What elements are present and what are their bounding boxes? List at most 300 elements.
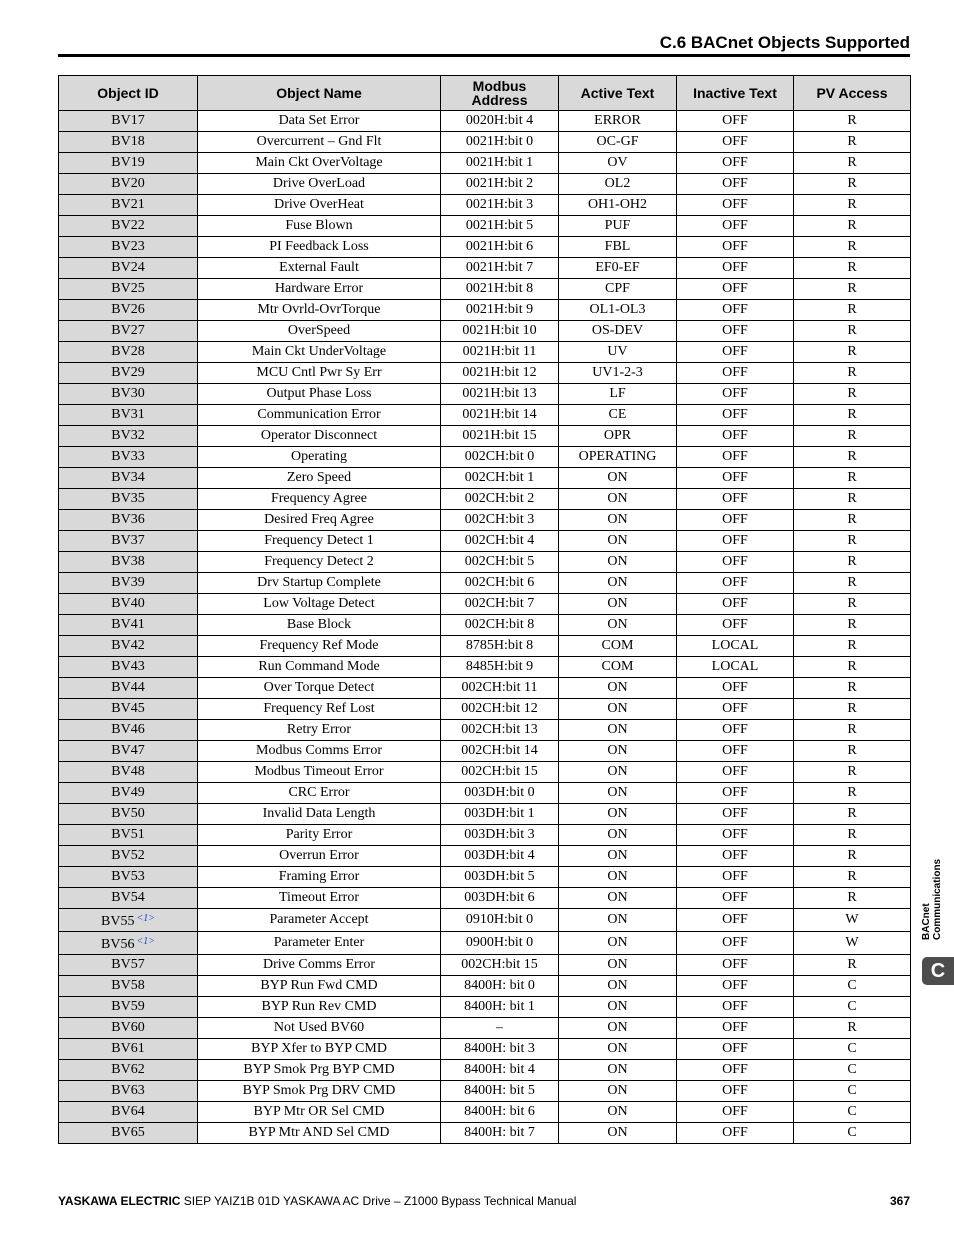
- cell-text: OFF: [722, 722, 748, 737]
- object-name-cell: [198, 741, 441, 762]
- active-text-cell: [559, 489, 677, 510]
- cell-text: 002CH:bit 14: [461, 743, 538, 758]
- object-id-cell: [59, 976, 198, 997]
- modbus-address-cell: [441, 997, 559, 1018]
- pv-access-cell: [794, 573, 911, 594]
- cell-text: BV46: [111, 722, 145, 737]
- cell-text: R: [847, 848, 857, 863]
- cell-text: R: [847, 827, 857, 842]
- table-row: [59, 846, 911, 867]
- object-id-cell: [59, 1081, 198, 1102]
- footnote-link[interactable]: <1>: [136, 912, 155, 924]
- section-title: C.6 BACnet Objects Supported: [659, 33, 910, 52]
- cell-text: ON: [607, 1104, 628, 1119]
- cell-text: C: [847, 978, 857, 993]
- pv-access-cell: [794, 846, 911, 867]
- cell-text: CE: [608, 407, 627, 422]
- inactive-text-cell: [677, 615, 794, 636]
- active-text-cell: [559, 195, 677, 216]
- inactive-text-cell: [677, 111, 794, 132]
- inactive-text-cell: [677, 237, 794, 258]
- pv-access-cell: [794, 888, 911, 909]
- object-id-cell: [59, 867, 198, 888]
- object-name-cell: [198, 342, 441, 363]
- modbus-address-cell: [441, 573, 559, 594]
- inactive-text-cell: [677, 1060, 794, 1081]
- object-name-cell: [198, 552, 441, 573]
- cell-text: BV39: [111, 575, 145, 590]
- cell-text: ON: [607, 869, 628, 884]
- cell-text: OFF: [722, 281, 748, 296]
- object-id-cell: [59, 426, 198, 447]
- cell-text: BV62: [111, 1062, 145, 1077]
- cell-text: OFF: [722, 1083, 748, 1098]
- cell-text: MCU Cntl Pwr Sy Err: [256, 365, 382, 380]
- active-text-cell: [559, 531, 677, 552]
- table-row: [59, 426, 911, 447]
- modbus-address-cell: [441, 405, 559, 426]
- pv-access-cell: [794, 741, 911, 762]
- modbus-address-cell: [441, 762, 559, 783]
- cell-text: R: [847, 869, 857, 884]
- object-name-cell: [198, 932, 441, 955]
- cell-text: R: [847, 575, 857, 590]
- cell-text: 002CH:bit 6: [464, 575, 535, 590]
- inactive-text-cell: [677, 1018, 794, 1039]
- pv-access-cell: [794, 1018, 911, 1039]
- cell-text: R: [847, 554, 857, 569]
- cell-text: OL2: [604, 176, 631, 191]
- object-name-cell: [198, 678, 441, 699]
- cell-text: BV63: [111, 1083, 145, 1098]
- cell-text: Output Phase Loss: [266, 386, 372, 401]
- pv-access-cell: [794, 615, 911, 636]
- object-name-cell: [198, 153, 441, 174]
- inactive-text-cell: [677, 510, 794, 531]
- cell-text: Main Ckt UnderVoltage: [251, 344, 387, 359]
- cell-text: 003DH:bit 6: [464, 890, 535, 905]
- cell-text: 003DH:bit 1: [464, 806, 535, 821]
- modbus-address-cell: [441, 321, 559, 342]
- cell-text: Main Ckt OverVoltage: [255, 155, 383, 170]
- object-name-cell: [198, 657, 441, 678]
- cell-text: EF0-EF: [595, 260, 640, 275]
- modbus-address-cell: [441, 699, 559, 720]
- modbus-address-cell: [441, 174, 559, 195]
- cell-text: R: [847, 957, 857, 972]
- cell-text: 0021H:bit 5: [465, 218, 534, 233]
- cell-text: 002CH:bit 3: [464, 512, 535, 527]
- cell-text: ON: [607, 701, 628, 716]
- pv-access-cell: [794, 699, 911, 720]
- cell-text: Drive OverLoad: [272, 176, 366, 191]
- cell-text: ON: [607, 785, 628, 800]
- cell-text: CPF: [605, 281, 630, 296]
- object-id-cell: [59, 321, 198, 342]
- cell-text: BV57: [111, 957, 145, 972]
- object-id-cell: [59, 552, 198, 573]
- cell-text: R: [847, 134, 857, 149]
- cell-text: BV64: [111, 1104, 145, 1119]
- inactive-text-cell: [677, 741, 794, 762]
- cell-text: C: [847, 1041, 857, 1056]
- modbus-address-cell: [441, 468, 559, 489]
- cell-text: 0021H:bit 7: [465, 260, 534, 275]
- cell-text: R: [847, 701, 857, 716]
- active-text-cell: [559, 888, 677, 909]
- modbus-address-cell: [441, 216, 559, 237]
- inactive-text-cell: [677, 1081, 794, 1102]
- cell-text: OFF: [722, 533, 748, 548]
- object-id-cell: [59, 762, 198, 783]
- cell-text: LF: [609, 386, 626, 401]
- cell-text: ON: [607, 554, 628, 569]
- cell-text: R: [847, 407, 857, 422]
- cell-text: External Fault: [279, 260, 359, 275]
- cell-text: C: [847, 1083, 857, 1098]
- modbus-address-cell: [441, 153, 559, 174]
- object-id-cell: [59, 279, 198, 300]
- pv-access-cell: [794, 1123, 911, 1144]
- inactive-text-cell: [677, 1123, 794, 1144]
- cell-text: ON: [607, 999, 628, 1014]
- cell-text: LOCAL: [711, 659, 759, 674]
- inactive-text-cell: [677, 636, 794, 657]
- pv-access-cell: [794, 237, 911, 258]
- cell-text: 0900H:bit 0: [465, 935, 534, 950]
- active-text-cell: [559, 867, 677, 888]
- cell-text: OPR: [603, 428, 632, 443]
- modbus-address-cell: [441, 195, 559, 216]
- table-row: [59, 489, 911, 510]
- cell-text: 002CH:bit 2: [464, 491, 535, 506]
- object-name-cell: [198, 594, 441, 615]
- cell-text: BV17: [111, 113, 145, 128]
- cell-text: OFF: [722, 323, 748, 338]
- inactive-text-cell: [677, 762, 794, 783]
- pv-access-cell: [794, 552, 911, 573]
- pv-access-cell: [794, 111, 911, 132]
- cell-text: 002CH:bit 11: [461, 680, 538, 695]
- cell-text: R: [847, 1020, 857, 1035]
- active-text-cell: [559, 825, 677, 846]
- cell-text: OFF: [722, 1020, 748, 1035]
- active-text-cell: [559, 762, 677, 783]
- pv-access-cell: [794, 531, 911, 552]
- active-text-cell: [559, 1123, 677, 1144]
- object-id-cell: [59, 300, 198, 321]
- pv-access-cell: [794, 363, 911, 384]
- cell-text: ON: [607, 912, 628, 927]
- cell-text: OFF: [722, 764, 748, 779]
- cell-text: R: [847, 449, 857, 464]
- cell-text: ON: [607, 722, 628, 737]
- cell-text: Data Set Error: [278, 113, 360, 128]
- inactive-text-cell: [677, 363, 794, 384]
- active-text-cell: [559, 1081, 677, 1102]
- cell-text: OFF: [722, 701, 748, 716]
- object-name-cell: [198, 363, 441, 384]
- cell-text: Drv Startup Complete: [257, 575, 381, 590]
- cell-text: OFF: [722, 978, 748, 993]
- cell-text: 0021H:bit 11: [462, 344, 537, 359]
- inactive-text-cell: [677, 932, 794, 955]
- cell-text: OFF: [722, 365, 748, 380]
- pv-access-cell: [794, 384, 911, 405]
- object-id-cell: [59, 657, 198, 678]
- pv-access-cell: [794, 678, 911, 699]
- cell-text: OFF: [722, 617, 748, 632]
- object-id-cell: [59, 615, 198, 636]
- cell-text: BV55: [101, 913, 135, 929]
- inactive-text-cell: [677, 321, 794, 342]
- pv-access-cell: [794, 279, 911, 300]
- inactive-text-cell: [677, 216, 794, 237]
- active-text-cell: [559, 720, 677, 741]
- column-header: Inactive Text: [677, 76, 794, 111]
- cell-text: ON: [607, 1083, 628, 1098]
- modbus-address-cell: [441, 111, 559, 132]
- cell-text: BV40: [111, 596, 145, 611]
- table-row: [59, 1060, 911, 1081]
- object-id-cell: [59, 997, 198, 1018]
- object-id-cell: [59, 720, 198, 741]
- cell-text: BV19: [111, 155, 145, 170]
- active-text-cell: [559, 1018, 677, 1039]
- cell-text: Fuse Blown: [285, 218, 353, 233]
- cell-text: R: [847, 785, 857, 800]
- cell-text: ON: [607, 827, 628, 842]
- cell-text: BYP Mtr AND Sel CMD: [248, 1125, 390, 1140]
- cell-text: 002CH:bit 12: [461, 701, 538, 716]
- cell-text: Retry Error: [286, 722, 352, 737]
- pv-access-cell: [794, 174, 911, 195]
- side-section-label: [921, 859, 943, 940]
- table-row: [59, 216, 911, 237]
- cell-text: ON: [607, 890, 628, 905]
- object-id-cell: [59, 909, 198, 932]
- cell-text: BV18: [111, 134, 145, 149]
- object-name-cell: [198, 783, 441, 804]
- modbus-address-cell: [441, 300, 559, 321]
- cell-text: BV65: [111, 1125, 145, 1140]
- cell-text: R: [847, 218, 857, 233]
- cell-text: BYP Mtr OR Sel CMD: [253, 1104, 385, 1119]
- cell-text: 8485H:bit 9: [465, 659, 534, 674]
- table-row: [59, 363, 911, 384]
- inactive-text-cell: [677, 132, 794, 153]
- column-header: Active Text: [559, 76, 677, 111]
- table-row: [59, 932, 911, 955]
- cell-text: BV24: [111, 260, 145, 275]
- cell-text: OFF: [722, 999, 748, 1014]
- object-id-cell: [59, 804, 198, 825]
- table-row: [59, 1081, 911, 1102]
- object-id-cell: [59, 405, 198, 426]
- table-row: [59, 552, 911, 573]
- inactive-text-cell: [677, 594, 794, 615]
- object-name-cell: [198, 955, 441, 976]
- cell-text: 0910H:bit 0: [465, 912, 534, 927]
- pv-access-cell: [794, 636, 911, 657]
- footnote-link[interactable]: <1>: [136, 935, 155, 947]
- table-row: [59, 342, 911, 363]
- cell-text: Modbus Comms Error: [256, 743, 382, 758]
- cell-text: Base Block: [286, 617, 352, 632]
- cell-text: ON: [607, 1062, 628, 1077]
- cell-text: 8400H: bit 3: [464, 1041, 535, 1056]
- active-text-cell: [559, 1060, 677, 1081]
- side-label-line: Communications: [932, 858, 943, 940]
- cell-text: BV27: [111, 323, 145, 338]
- cell-text: R: [847, 680, 857, 695]
- table-row: [59, 594, 911, 615]
- table-row: [59, 447, 911, 468]
- cell-text: R: [847, 260, 857, 275]
- object-id-cell: [59, 111, 198, 132]
- cell-text: OFF: [722, 449, 748, 464]
- inactive-text-cell: [677, 342, 794, 363]
- inactive-text-cell: [677, 153, 794, 174]
- inactive-text-cell: [677, 867, 794, 888]
- pv-access-cell: [794, 762, 911, 783]
- cell-text: BV59: [111, 999, 145, 1014]
- cell-text: OFF: [722, 575, 748, 590]
- modbus-address-cell: [441, 510, 559, 531]
- pv-access-cell: [794, 955, 911, 976]
- inactive-text-cell: [677, 489, 794, 510]
- active-text-cell: [559, 174, 677, 195]
- object-name-cell: [198, 447, 441, 468]
- cell-text: Over Torque Detect: [263, 680, 375, 695]
- cell-text: 002CH:bit 1: [464, 470, 535, 485]
- cell-text: BV33: [111, 449, 145, 464]
- cell-text: OFF: [722, 869, 748, 884]
- inactive-text-cell: [677, 573, 794, 594]
- cell-text: 0021H:bit 10: [462, 323, 537, 338]
- cell-text: OFF: [722, 806, 748, 821]
- object-name-cell: [198, 237, 441, 258]
- cell-text: C: [847, 999, 857, 1014]
- inactive-text-cell: [677, 405, 794, 426]
- inactive-text-cell: [677, 279, 794, 300]
- cell-text: OFF: [722, 827, 748, 842]
- modbus-address-cell: [441, 932, 559, 955]
- object-id-cell: [59, 636, 198, 657]
- cell-text: 8400H: bit 5: [464, 1083, 535, 1098]
- modbus-address-cell: [441, 426, 559, 447]
- modbus-address-cell: [441, 132, 559, 153]
- cell-text: 0021H:bit 12: [462, 365, 537, 380]
- cell-text: Drive OverHeat: [274, 197, 364, 212]
- cell-text: Parameter Accept: [269, 912, 369, 927]
- cell-text: BYP Smok Prg DRV CMD: [242, 1083, 396, 1098]
- cell-text: Operating: [291, 449, 347, 464]
- object-id-cell: [59, 1018, 198, 1039]
- cell-text: ON: [607, 935, 628, 950]
- cell-text: R: [847, 638, 857, 653]
- inactive-text-cell: [677, 846, 794, 867]
- object-id-cell: [59, 384, 198, 405]
- active-text-cell: [559, 279, 677, 300]
- table-row: [59, 615, 911, 636]
- cell-text: OFF: [722, 743, 748, 758]
- pv-access-cell: [794, 657, 911, 678]
- object-id-cell: [59, 699, 198, 720]
- active-text-cell: [559, 321, 677, 342]
- table-row: [59, 258, 911, 279]
- modbus-address-cell: [441, 1039, 559, 1060]
- inactive-text-cell: [677, 657, 794, 678]
- cell-text: OFF: [722, 785, 748, 800]
- cell-text: PUF: [604, 218, 631, 233]
- modbus-address-cell: [441, 531, 559, 552]
- active-text-cell: [559, 258, 677, 279]
- table-row: [59, 1039, 911, 1060]
- cell-text: C: [847, 1125, 857, 1140]
- cell-text: Frequency Ref Lost: [263, 701, 375, 716]
- cell-text: UV1-2-3: [592, 365, 643, 380]
- cell-text: OFF: [722, 407, 748, 422]
- cell-text: COM: [601, 659, 634, 674]
- cell-text: OFF: [722, 344, 748, 359]
- cell-text: UV: [607, 344, 628, 359]
- cell-text: OFF: [722, 470, 748, 485]
- table-header-row: [59, 76, 911, 111]
- active-text-cell: [559, 447, 677, 468]
- cell-text: BV44: [111, 680, 145, 695]
- inactive-text-cell: [677, 825, 794, 846]
- column-header: Object Name: [198, 76, 441, 111]
- cell-text: BV60: [111, 1020, 145, 1035]
- cell-text: 0021H:bit 9: [465, 302, 534, 317]
- object-name-cell: [198, 762, 441, 783]
- modbus-address-cell: [441, 363, 559, 384]
- cell-text: OFF: [722, 113, 748, 128]
- cell-text: OC-GF: [596, 134, 639, 149]
- cell-text: OFF: [722, 890, 748, 905]
- object-name-cell: [198, 1018, 441, 1039]
- cell-text: 0021H:bit 14: [462, 407, 537, 422]
- inactive-text-cell: [677, 699, 794, 720]
- modbus-address-cell: [441, 279, 559, 300]
- cell-text: Run Command Mode: [258, 659, 380, 674]
- table-row: [59, 762, 911, 783]
- active-text-cell: [559, 363, 677, 384]
- inactive-text-cell: [677, 976, 794, 997]
- object-name-cell: [198, 867, 441, 888]
- object-id-cell: [59, 531, 198, 552]
- object-name-cell: [198, 216, 441, 237]
- modbus-address-cell: [441, 804, 559, 825]
- inactive-text-cell: [677, 195, 794, 216]
- cell-text: ON: [607, 764, 628, 779]
- object-name-cell: [198, 468, 441, 489]
- active-text-cell: [559, 552, 677, 573]
- cell-text: Frequency Agree: [270, 491, 368, 506]
- cell-text: BV43: [111, 659, 145, 674]
- cell-text: BV25: [111, 281, 145, 296]
- table-row: [59, 237, 911, 258]
- cell-text: R: [847, 386, 857, 401]
- cell-text: OFF: [722, 260, 748, 275]
- object-name-cell: [198, 720, 441, 741]
- active-text-cell: [559, 741, 677, 762]
- cell-text: 8400H: bit 4: [464, 1062, 535, 1077]
- active-text-cell: [559, 405, 677, 426]
- cell-text: OFF: [722, 957, 748, 972]
- inactive-text-cell: [677, 447, 794, 468]
